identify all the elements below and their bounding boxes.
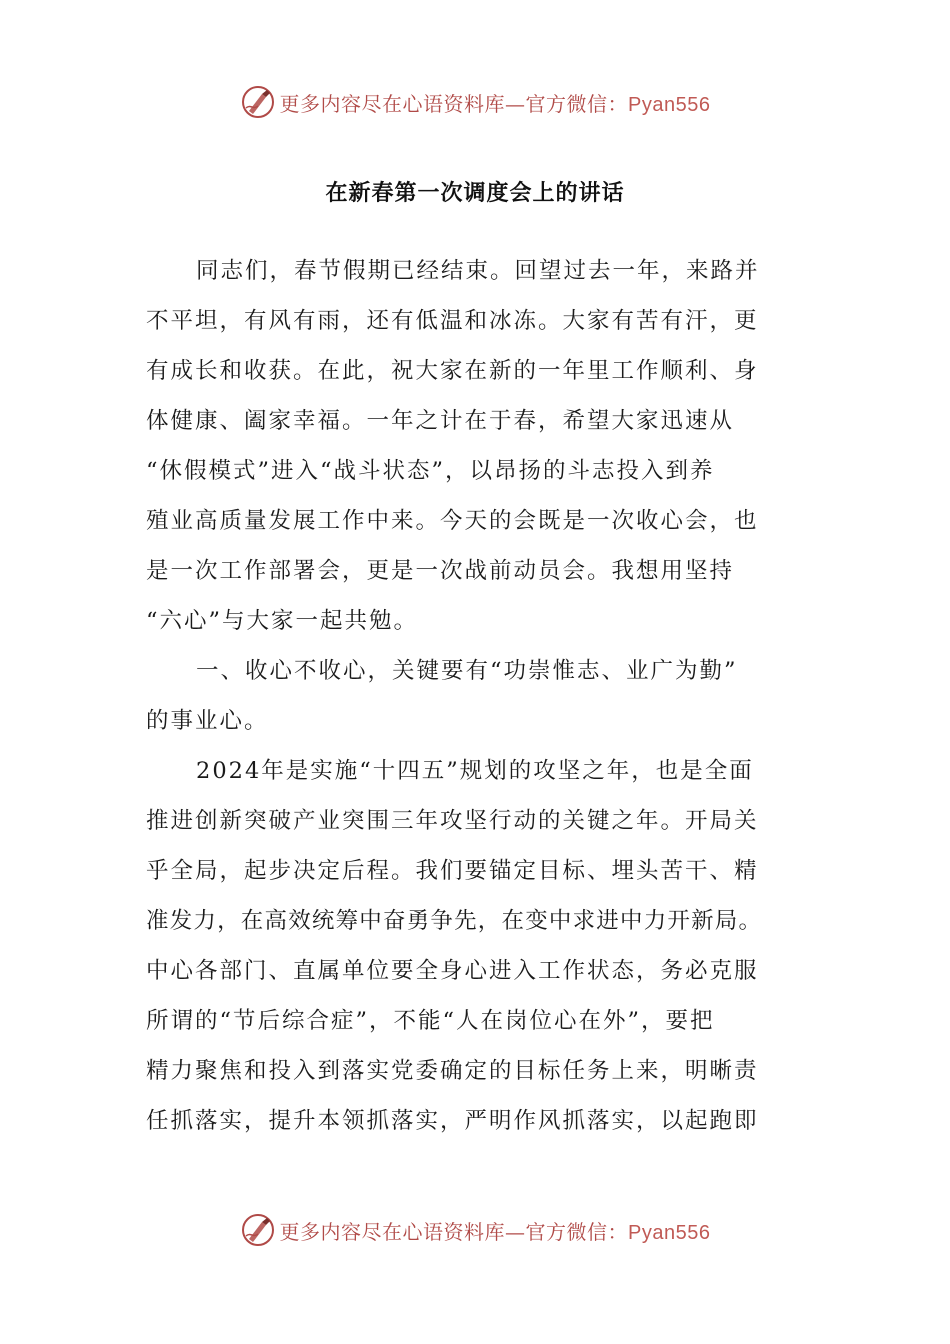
document-title: 在新春第一次调度会上的讲话 bbox=[325, 181, 625, 206]
body-line: 乎全局，起步决定后程。我们要锚定目标、埋头苦干、精 bbox=[146, 858, 759, 884]
body-line: 是一次工作部署会，更是一次战前动员会。我想用坚持 bbox=[146, 558, 735, 584]
watermark-text-cn: 更多内容尽在心语资料库 bbox=[279, 1219, 506, 1244]
watermark-wechat-id: Pyan556 bbox=[628, 93, 711, 116]
watermark-wechat-id: Pyan556 bbox=[628, 1221, 711, 1244]
section-heading-line: 的事业心。 bbox=[146, 708, 269, 734]
watermark-separator: — bbox=[505, 1219, 526, 1244]
body-line: 推进创新突破产业突围三年攻坚行动的关键之年。开局关 bbox=[146, 808, 759, 834]
body-line: 中心各部门、直属单位要全身心进入工作状态，务必克服 bbox=[146, 958, 759, 984]
body-line: “六心”与大家一起共勉。 bbox=[146, 608, 419, 634]
watermark-separator: — bbox=[505, 91, 526, 116]
watermark-text-cn: 更多内容尽在心语资料库 bbox=[279, 91, 506, 116]
body-line: 准发力，在高效统筹中奋勇争先，在变中求进中力开新局。 bbox=[146, 908, 763, 934]
body-line: 同志们，春节假期已经结束。回望过去一年，来路并 bbox=[196, 258, 760, 284]
body-line: 体健康、阖家幸福。一年之计在于春，希望大家迅速从 bbox=[146, 408, 735, 434]
body-line: 不平坦，有风有雨，还有低温和冰冻。大家有苦有汗，更 bbox=[146, 308, 759, 334]
footer-watermark bbox=[0, 1208, 950, 1252]
watermark-text bbox=[280, 88, 711, 117]
body-line: 有成长和收获。在此，祝大家在新的一年里工作顺利、身 bbox=[146, 358, 759, 384]
body-line: 任抓落实，提升本领抓落实，严明作风抓落实，以起跑即 bbox=[146, 1108, 759, 1134]
body-line: 2024年是实施“十四五”规划的攻坚之年，也是全面 bbox=[196, 758, 754, 784]
document-body bbox=[146, 246, 796, 1146]
section-heading-line: 一、收心不收心，关键要有“功崇惟志、业广为勤” bbox=[196, 658, 738, 684]
pen-nib-circle-icon bbox=[240, 1212, 276, 1248]
body-line: 殖业高质量发展工作中来。今天的会既是一次收心会，也 bbox=[146, 508, 759, 534]
watermark-wechat-label: 官方微信： bbox=[525, 1219, 629, 1244]
watermark-text bbox=[280, 1216, 711, 1245]
body-line: 所谓的“节后综合症”，不能“人在岗位心在外”，要把 bbox=[146, 1008, 715, 1034]
pen-nib-circle-icon bbox=[240, 84, 276, 120]
header-watermark bbox=[0, 80, 950, 124]
body-line: “休假模式”进入“战斗状态”，以昂扬的斗志投入到养 bbox=[146, 458, 715, 484]
watermark-wechat-label: 官方微信： bbox=[525, 91, 629, 116]
body-line: 精力聚焦和投入到落实党委确定的目标任务上来，明晰责 bbox=[146, 1058, 759, 1084]
